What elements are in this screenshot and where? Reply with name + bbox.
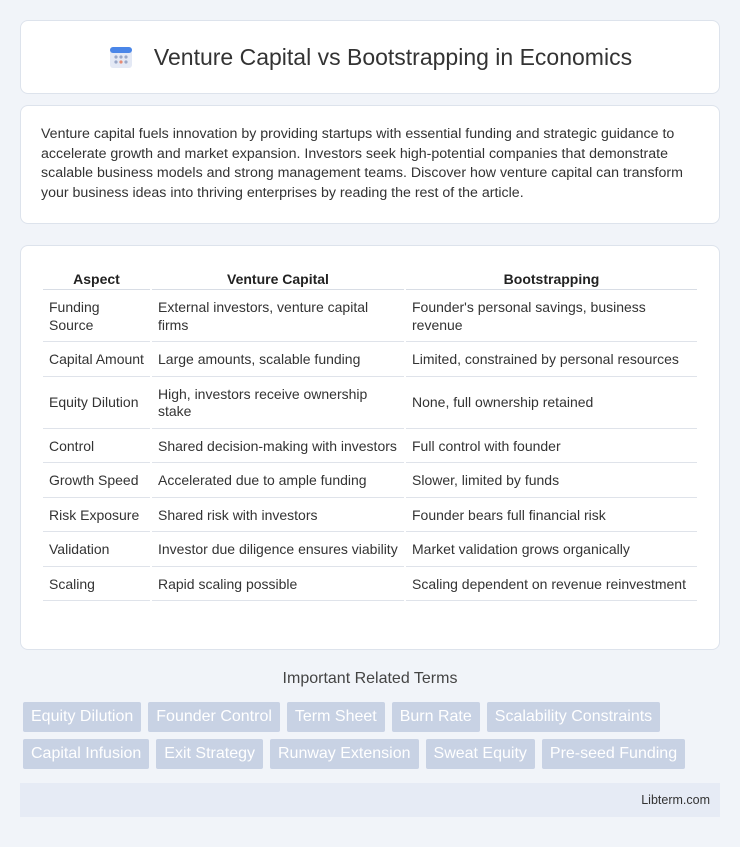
header-card (20, 20, 720, 94)
footer-site-link[interactable]: Libterm.com (641, 793, 710, 807)
column-header-bootstrapping: Bootstrapping (406, 268, 697, 290)
table-cell: Full control with founder (406, 431, 697, 464)
tag-equity-dilution[interactable]: Equity Dilution (23, 702, 141, 732)
tag-capital-infusion[interactable]: Capital Infusion (23, 739, 149, 769)
table-cell: External investors, venture capital firms (152, 292, 404, 342)
table-cell: Market validation grows organically (406, 534, 697, 567)
tag-burn-rate[interactable]: Burn Rate (392, 702, 480, 732)
table-cell: Funding Source (43, 292, 150, 342)
table-row (43, 292, 697, 342)
tag-sweat-equity[interactable]: Sweat Equity (426, 739, 535, 769)
tag-exit-strategy[interactable]: Exit Strategy (156, 739, 263, 769)
tag-pre-seed-funding[interactable]: Pre-seed Funding (542, 739, 685, 769)
table-cell: Shared decision-making with investors (152, 431, 404, 464)
intro-paragraph: Venture capital fuels innovation by providing startups with essential funding and strategic guidance to accelerate growth and market expansion. Investors seek high-potential companies that demonstrate scalable business models and strong management teams. Discover how venture capital can transform your business ideas into thriving enterprises by reading the rest of the article. (41, 126, 683, 201)
footer (20, 783, 720, 817)
table-cell: Scaling (43, 569, 150, 602)
table-row (43, 500, 697, 533)
table-cell: Validation (43, 534, 150, 567)
column-header-aspect: Aspect (43, 268, 150, 290)
table-cell: Founder bears full financial risk (406, 500, 697, 533)
related-terms-tags (23, 702, 723, 776)
table-cell: Limited, constrained by personal resources (406, 344, 697, 377)
table-cell: Risk Exposure (43, 500, 150, 533)
table-row (43, 379, 697, 429)
table-cell: Capital Amount (43, 344, 150, 377)
calendar-icon (108, 44, 134, 70)
tag-row (23, 702, 723, 732)
table-cell: Investor due diligence ensures viability (152, 534, 404, 567)
tag-runway-extension[interactable]: Runway Extension (270, 739, 419, 769)
comparison-table (41, 266, 699, 603)
tag-row (23, 739, 723, 769)
comparison-table-card (20, 245, 720, 650)
tag-founder-control[interactable]: Founder Control (148, 702, 280, 732)
table-cell: Equity Dilution (43, 379, 150, 429)
tag-scalability-constraints[interactable]: Scalability Constraints (487, 702, 660, 732)
table-row (43, 465, 697, 498)
table-cell: Growth Speed (43, 465, 150, 498)
table-row (43, 569, 697, 602)
table-header-row (43, 268, 697, 290)
table-cell: Accelerated due to ample funding (152, 465, 404, 498)
table-row (43, 431, 697, 464)
table-cell: Shared risk with investors (152, 500, 404, 533)
table-cell: High, investors receive ownership stake (152, 379, 404, 429)
page-title: Venture Capital vs Bootstrapping in Economics (153, 43, 633, 70)
table-cell: Control (43, 431, 150, 464)
tag-term-sheet[interactable]: Term Sheet (287, 702, 385, 732)
table-cell: Scaling dependent on revenue reinvestment (406, 569, 697, 602)
intro-card (20, 105, 720, 224)
table-row (43, 344, 697, 377)
table-cell: Founder's personal savings, business revenue (406, 292, 697, 342)
table-cell: None, full ownership retained (406, 379, 697, 429)
related-terms-title: Important Related Terms (282, 670, 458, 687)
table-cell: Rapid scaling possible (152, 569, 404, 602)
table-cell: Slower, limited by funds (406, 465, 697, 498)
table-row (43, 534, 697, 567)
header (108, 44, 632, 71)
column-header-venture-capital: Venture Capital (152, 268, 404, 290)
table-cell: Large amounts, scalable funding (152, 344, 404, 377)
